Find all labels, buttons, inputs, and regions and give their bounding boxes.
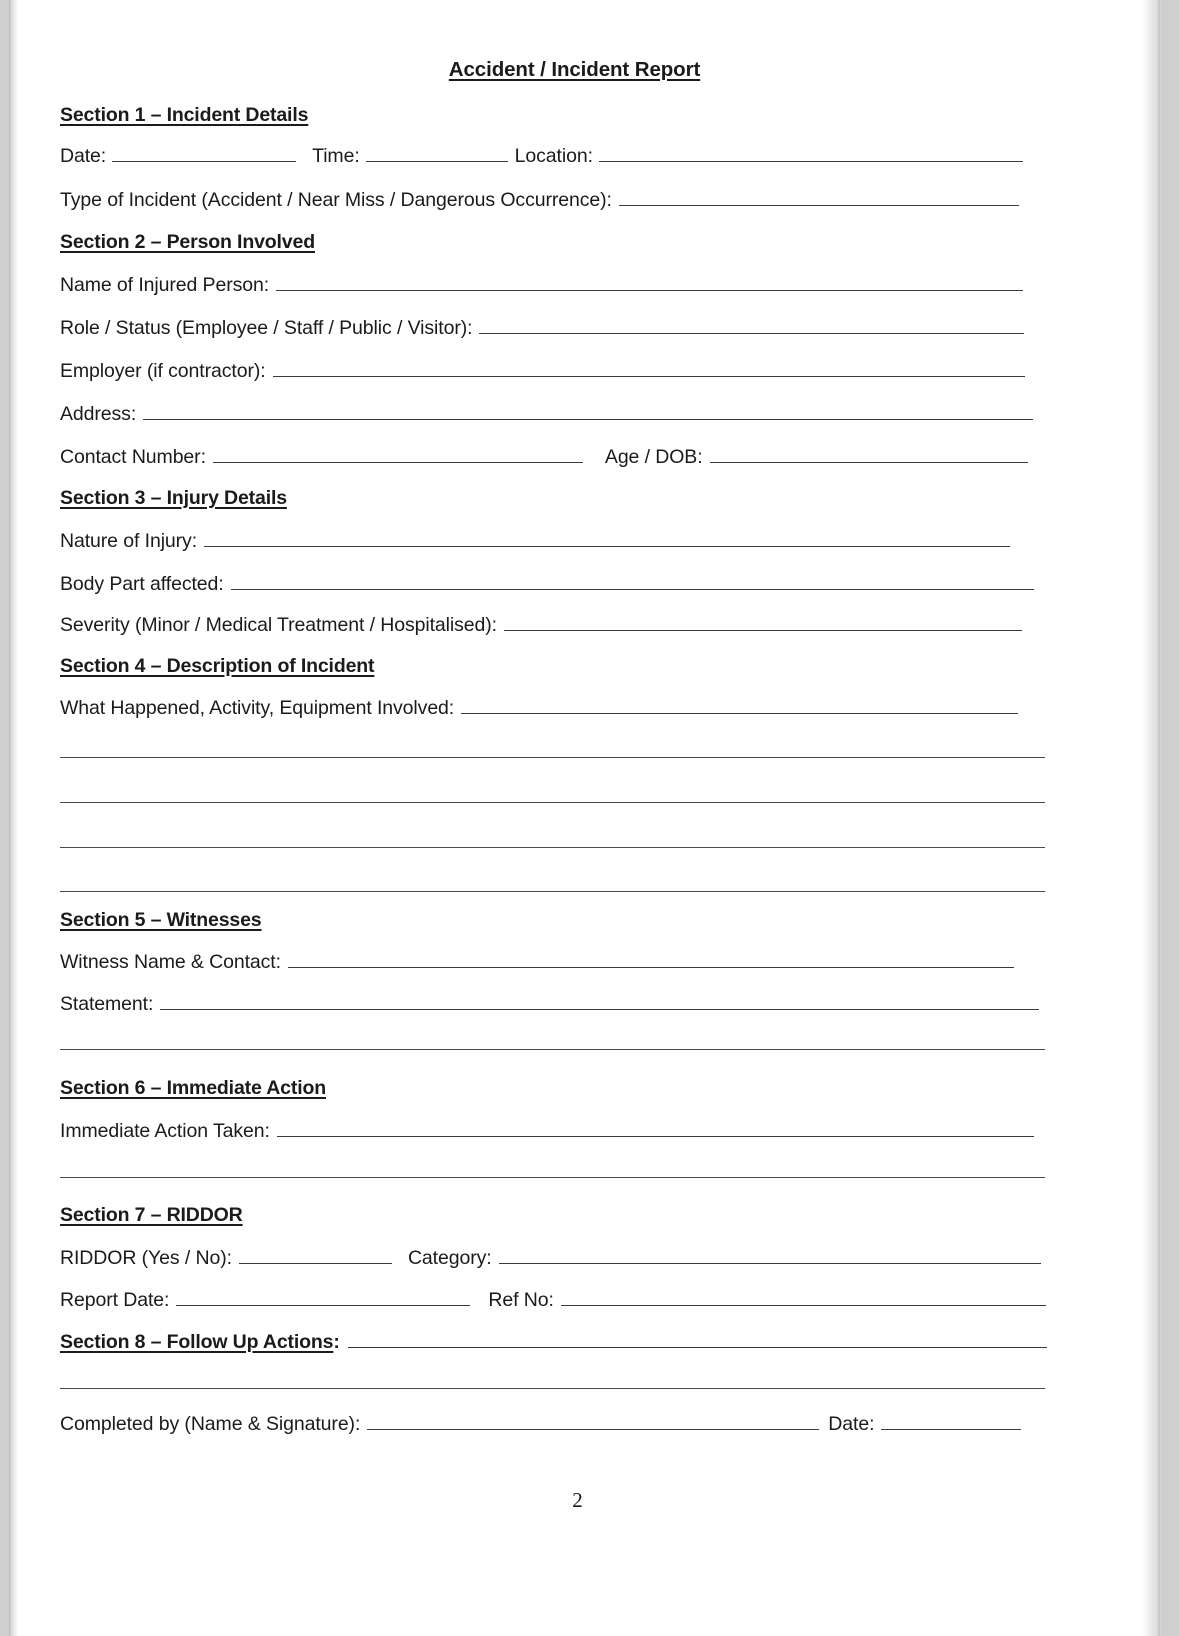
type-of-incident-label: Type of Incident (Accident / Near Miss / Dangerous Occurrence): bbox=[60, 189, 612, 211]
section-6-heading bbox=[60, 1073, 1095, 1103]
employer-label: Employer (if contractor): bbox=[60, 360, 266, 382]
ref-no-input[interactable] bbox=[561, 1286, 1046, 1306]
description-line-4[interactable] bbox=[60, 847, 1045, 848]
what-happened-label: What Happened, Activity, Equipment Involved: bbox=[60, 697, 455, 719]
section-7-heading bbox=[60, 1200, 1095, 1230]
name-of-injured-person-label: Name of Injured Person: bbox=[60, 274, 270, 296]
description-line-2[interactable] bbox=[60, 757, 1045, 758]
row-body-part-affected bbox=[60, 569, 1095, 599]
row-type-of-incident bbox=[60, 185, 1095, 215]
row-witness-name-contact bbox=[60, 947, 1095, 977]
riddor-input[interactable] bbox=[239, 1244, 392, 1264]
row-riddor-category bbox=[60, 1243, 1095, 1273]
row-completed-by bbox=[60, 1409, 1095, 1439]
row-role-status bbox=[60, 313, 1095, 343]
document-title bbox=[60, 60, 1089, 81]
section-4-heading-text: Section 4 – Description of Incident bbox=[60, 655, 375, 677]
row-report-date-ref-no bbox=[60, 1285, 1095, 1315]
page-right-edge bbox=[1142, 0, 1160, 1636]
document-page bbox=[9, 0, 1161, 1636]
report-date-label: Report Date: bbox=[60, 1289, 170, 1311]
statement-label: Statement: bbox=[60, 993, 154, 1015]
completed-date-label: Date: bbox=[828, 1413, 875, 1435]
age-dob-label: Age / DOB: bbox=[604, 446, 703, 468]
section-6-heading-text: Section 6 – Immediate Action bbox=[60, 1077, 326, 1099]
category-label: Category: bbox=[407, 1247, 492, 1269]
address-input[interactable] bbox=[143, 400, 1033, 420]
date-label: Date: bbox=[60, 145, 107, 167]
contact-number-label: Contact Number: bbox=[60, 446, 206, 468]
section-8-heading-text: Section 8 – Follow Up Actions bbox=[60, 1331, 334, 1353]
location-label: Location: bbox=[514, 145, 593, 167]
row-what-happened bbox=[60, 693, 1095, 723]
description-line-3[interactable] bbox=[60, 802, 1045, 803]
time-input[interactable] bbox=[366, 142, 508, 162]
row-severity bbox=[60, 610, 1095, 640]
row-immediate-action-taken bbox=[60, 1116, 1095, 1146]
completed-by-input[interactable] bbox=[367, 1410, 819, 1430]
statement-line-2[interactable] bbox=[60, 1049, 1045, 1050]
date-input[interactable] bbox=[112, 142, 296, 162]
address-label: Address: bbox=[60, 403, 137, 425]
severity-input[interactable] bbox=[504, 611, 1022, 631]
statement-input[interactable] bbox=[160, 990, 1039, 1010]
page-left-edge bbox=[9, 0, 18, 1636]
role-status-input[interactable] bbox=[479, 314, 1024, 334]
witness-name-contact-label: Witness Name & Contact: bbox=[60, 951, 281, 973]
nature-of-injury-input[interactable] bbox=[204, 527, 1010, 547]
name-of-injured-person-input[interactable] bbox=[276, 271, 1023, 291]
section-4-heading bbox=[60, 651, 1095, 681]
description-line-5[interactable] bbox=[60, 891, 1045, 892]
row-employer bbox=[60, 356, 1095, 386]
riddor-label: RIDDOR (Yes / No): bbox=[60, 1247, 232, 1269]
witness-name-contact-input[interactable] bbox=[288, 948, 1014, 968]
section-1-heading-text: Section 1 – Incident Details bbox=[60, 104, 309, 126]
section-5-heading bbox=[60, 905, 1095, 935]
section-2-heading-text: Section 2 – Person Involved bbox=[60, 231, 315, 253]
category-input[interactable] bbox=[499, 1244, 1041, 1264]
section-7-heading-text: Section 7 – RIDDOR bbox=[60, 1204, 243, 1226]
document-content bbox=[60, 0, 1095, 1636]
nature-of-injury-label: Nature of Injury: bbox=[60, 530, 198, 552]
row-statement bbox=[60, 989, 1095, 1019]
age-dob-input[interactable] bbox=[710, 443, 1028, 463]
completed-date-input[interactable] bbox=[881, 1410, 1021, 1430]
ref-no-label: Ref No: bbox=[488, 1289, 554, 1311]
row-nature-of-injury bbox=[60, 526, 1095, 556]
immediate-action-taken-input[interactable] bbox=[277, 1117, 1034, 1137]
section-2-heading bbox=[60, 227, 1095, 257]
section-3-heading bbox=[60, 483, 1095, 513]
section-5-heading-text: Section 5 – Witnesses bbox=[60, 909, 262, 931]
employer-input[interactable] bbox=[273, 357, 1025, 377]
immediate-action-taken-label: Immediate Action Taken: bbox=[60, 1120, 270, 1142]
section-3-heading-text: Section 3 – Injury Details bbox=[60, 487, 287, 509]
document-title-text: Accident / Incident Report bbox=[448, 58, 701, 81]
row-date-time-location bbox=[60, 141, 1095, 171]
row-contact-age bbox=[60, 442, 1095, 472]
section-8-heading bbox=[60, 1331, 340, 1353]
body-part-affected-label: Body Part affected: bbox=[60, 573, 224, 595]
section-1-heading bbox=[60, 100, 1095, 130]
section-8-heading-row bbox=[60, 1327, 1095, 1357]
time-label: Time: bbox=[312, 145, 360, 167]
type-of-incident-input[interactable] bbox=[619, 186, 1019, 206]
page-number: 2 bbox=[572, 1488, 583, 1512]
report-date-input[interactable] bbox=[176, 1286, 470, 1306]
what-happened-input[interactable] bbox=[461, 694, 1018, 714]
section-8-heading-colon: : bbox=[333, 1331, 340, 1353]
role-status-label: Role / Status (Employee / Staff / Public / Visitor): bbox=[60, 317, 473, 339]
row-name-of-injured-person bbox=[60, 270, 1095, 300]
location-input[interactable] bbox=[599, 142, 1023, 162]
completed-by-label: Completed by (Name & Signature): bbox=[60, 1413, 361, 1435]
follow-up-actions-line-2[interactable] bbox=[60, 1388, 1045, 1389]
body-part-affected-input[interactable] bbox=[231, 570, 1034, 590]
follow-up-actions-input[interactable] bbox=[348, 1328, 1047, 1348]
severity-label: Severity (Minor / Medical Treatment / Hospitalised): bbox=[60, 614, 497, 636]
contact-number-input[interactable] bbox=[213, 443, 583, 463]
row-address bbox=[60, 399, 1095, 429]
immediate-action-line-2[interactable] bbox=[60, 1177, 1045, 1178]
